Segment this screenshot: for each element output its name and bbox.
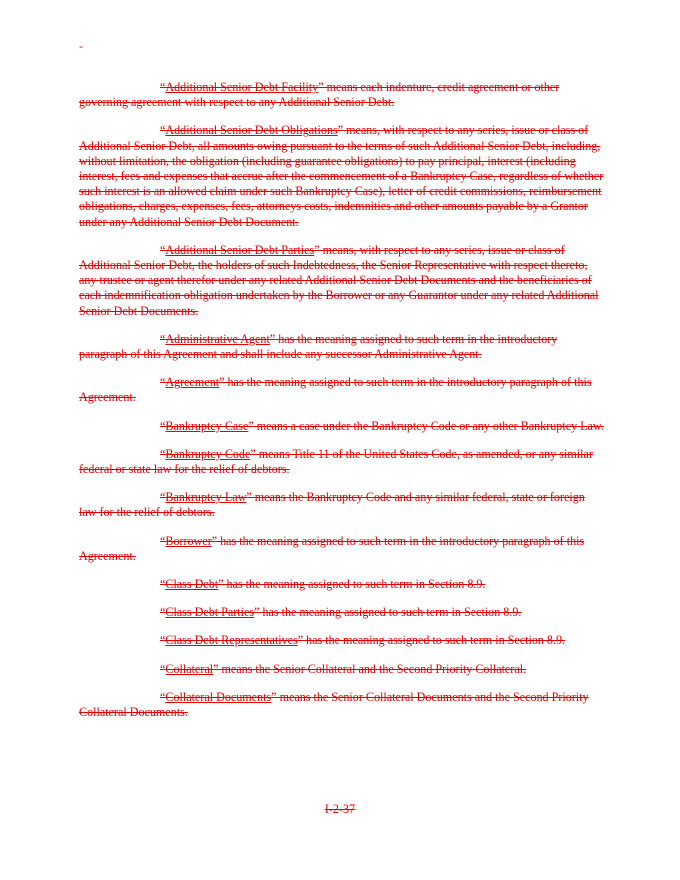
defined-term: Administrative Agent [165, 331, 270, 346]
definition-bankruptcy-code: “Bankruptcy Code” means Title 11 of the United States Code, as amended, or any similar federal or state law for the relief of debtors. [79, 446, 593, 477]
definition-borrower: “Borrower” has the meaning assigned to such term in the introductory paragraph of this Agreement. [79, 533, 585, 563]
defined-term: Collateral [165, 661, 214, 676]
defined-term: Additional Senior Debt Facility [165, 80, 319, 94]
defined-term: Bankruptcy Case [165, 418, 249, 433]
definition-text: has the meaning assigned to such term in Section 8.9 [303, 633, 563, 648]
definition-text: has the meaning assigned to such term in Section 8.9 [223, 577, 483, 592]
defined-term: Collateral Documents [165, 689, 272, 704]
defined-term: Class Debt [165, 577, 219, 592]
definition-class-debt-parties: “Class Debt Parties” has the meaning assigned to such term in Section 8.9. [160, 605, 522, 620]
defined-term: Borrower [165, 533, 212, 548]
definition-text: has the meaning assigned to such term in the introductory paragraph of this Agreement [79, 375, 592, 405]
definition-class-debt-representatives: “Class Debt Representatives” has the meaning assigned to such term in Section 8.9. [160, 633, 566, 648]
definition-text: means the Senior Collateral and the Second Priority Collateral [218, 661, 524, 676]
definition-additional-senior-debt-parties: “Additional Senior Debt Parties” means, with respect to any series, issue or class of Additional Senior Debt, the holders of such Indebtedness, the Senior Representative with respect thereto, any trustee or agent therefor under any related Additional Senior Debt Documents and the beneficiaries of each indemnification obligation undertaken by the Borrower or any Guarantor under any related Additional Senior Debt Documents. [79, 242, 599, 318]
defined-term: Additional Senior Debt Obligations [165, 123, 338, 138]
definition-additional-senior-debt-obligations: “Additional Senior Debt Obligations” means, with respect to any series, issue or class of Additional Senior Debt, all amounts owing pursuant to the terms of such Additional Senior Debt, including, without limitation, the obligation (including guarantee obligations) to pay principal, interest (including interest, fees and expenses that accrue after the commencement of a Bankruptcy Case, regardless of whether such interest is an allowed claim under such Bankruptcy Case), letter of credit commissions, reimbursement obligations, charges, expenses, fees, attorneys costs, indemnities and other amounts payable by a Grantor under any Additional Senior Debt Document. [79, 123, 604, 229]
definition-collateral-documents: “Collateral Documents” means the Senior Collateral Documents and the Second Priority Collateral Documents. [79, 689, 589, 720]
definition-collateral: “Collateral” means the Senior Collateral and the Second Priority Collateral. [160, 661, 527, 676]
defined-term: Bankruptcy Law [165, 490, 247, 505]
definition-text: has the meaning assigned to such term in the introductory paragraph of this Agreement and shall include any successor Administrative Agent [79, 331, 558, 362]
definition-text: means Title 11 of the United States Code, as amended, or any similar federal or state law for the relief of debtors [79, 446, 593, 477]
definition-text: has the meaning assigned to such term in Section 8.9 [259, 605, 519, 620]
definition-class-debt: “Class Debt” has the meaning assigned to such term in Section 8.9. [160, 577, 486, 592]
definition-agreement: “Agreement” has the meaning assigned to such term in the introductory paragraph of this Agreement. [79, 375, 592, 405]
definition-additional-senior-debt-facility: “Additional Senior Debt Facility” means each indenture, credit agreement or other governing agreement with respect to any Additional Senior Debt. [79, 80, 560, 110]
defined-term: Additional Senior Debt Parties [165, 242, 315, 257]
defined-term: Agreement [165, 375, 220, 390]
defined-term: Class Debt Representatives [165, 633, 298, 648]
definition-bankruptcy-law: “Bankruptcy Law” means the Bankruptcy Code and any similar federal, state or foreign law for the relief of debtors. [79, 490, 585, 520]
definition-text: means each indenture, credit agreement or other governing agreement with respect to any Additional Senior Debt [79, 80, 560, 110]
definition-administrative-agent: “Administrative Agent” has the meaning assigned to such term in the introductory paragraph of this Agreement and shall include any successor Administrative Agent. [79, 331, 558, 362]
defined-term: Bankruptcy Code [165, 446, 251, 461]
definitions-list [79, 80, 605, 733]
change-marker: - [79, 39, 83, 53]
definition-text: means a case under the Bankruptcy Code or any other Bankruptcy Law [253, 418, 601, 433]
definition-bankruptcy-case: “Bankruptcy Case” means a case under the Bankruptcy Code or any other Bankruptcy Law. [160, 418, 604, 433]
definition-text: means, with respect to any series, issue or class of Additional Senior Debt, all amounts owing pursuant to the terms of such Additional Senior Debt, including, without limitation, the obligation (including guarantee obligations) to pay principal, interest (including interest, fees and expenses that accrue after the commencement of a Bankruptcy Case, regardless of whether such interest is an allowed claim under such Bankruptcy Case), letter of credit commissions, reimbursement obligations, charges, expenses, fees, attorneys costs, indemnities and other amounts payable by a Grantor under any Additional Senior Debt Document [79, 123, 604, 229]
page-number: I-2-37 [324, 802, 356, 816]
defined-term: Class Debt Parties [165, 605, 255, 620]
definition-text: means the Bankruptcy Code and any similar federal, state or foreign law for the relief of debtors [79, 490, 585, 520]
definition-text: means the Senior Collateral Documents and the Second Priority Collateral Documents [79, 689, 589, 720]
definition-text: means, with respect to any series, issue or class of Additional Senior Debt, the holders of such Indebtedness, the Senior Representative with respect thereto, any trustee or agent therefor under any related Additional Senior Debt Documents and the beneficiaries of each indemnification obligation undertaken by the Borrower or any Guarantor under any related Additional Senior Debt Documents [79, 242, 599, 318]
definition-text: has the meaning assigned to such term in the introductory paragraph of this Agreement [79, 533, 585, 563]
